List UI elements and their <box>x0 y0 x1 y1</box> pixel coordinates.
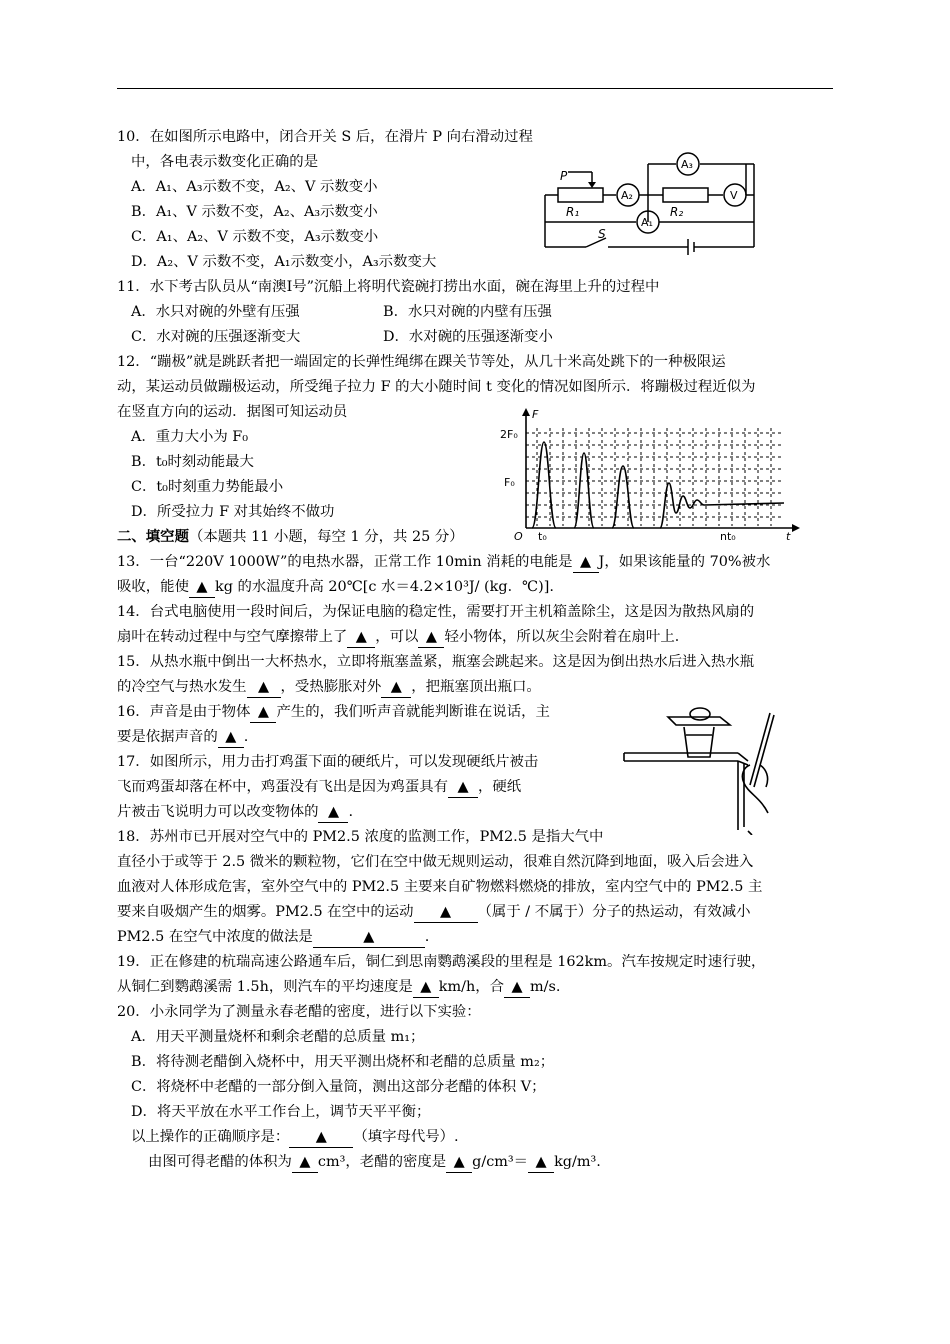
voltmeter-label: V <box>730 189 738 202</box>
q19-line-2 <box>117 977 561 998</box>
q18-text-a: 要来自吸烟产生的烟雾。PM2.5 在空中的运动 <box>117 904 414 920</box>
q14-text-a: 扇叶在转动过程中与空气摩擦带上了 <box>117 629 348 645</box>
q12-option-c: C．t₀时刻重力势能最小 <box>131 479 284 495</box>
answer-blank: ▲ <box>218 727 244 748</box>
answer-blank: ▲ <box>573 552 599 573</box>
q12-option-b: B．t₀时刻动能最大 <box>131 454 254 470</box>
q12-stem-2: 动，某运动员做蹦极运动，所受绳子拉力 F 的大小随时间 t 变化的情况如图所示．将蹦极过程近似为 <box>117 379 756 395</box>
q18-text-b: （属于 / 不属于）分子的热运动，有效减小 <box>477 904 751 920</box>
q14-text-c: 轻小物体，所以灰尘会附着在扇叶上． <box>444 629 690 645</box>
header-rule <box>117 88 833 89</box>
answer-blank: ▲ <box>289 1127 353 1148</box>
q17-text-d: . <box>348 804 354 820</box>
q20-text-a: 以上操作的正确顺序是： <box>131 1129 290 1145</box>
q17-text-b: ，硬纸 <box>478 779 522 795</box>
q18-line-4 <box>117 902 751 923</box>
q13-text-c: 吸收，能使 <box>117 579 189 595</box>
answer-blank: ▲ <box>381 677 411 698</box>
q16-line-1 <box>117 702 550 723</box>
graph-origin-label: O <box>514 530 523 540</box>
q18-line-3: 血液对人体形成危害，室外空气中的 PM2.5 主要来自矿物燃料燃烧的排放，室内空气中的 PM2.5 主 <box>117 879 763 895</box>
answer-blank: ▲ <box>418 627 444 648</box>
q19-line-1: 19．正在修建的杭瑞高速公路通车后，铜仁到思南鹦鹉溪段的里程是 162km。汽车按规定时速行驶， <box>117 954 766 970</box>
q15-text-c: ，把瓶塞顶出瓶口。 <box>411 679 541 695</box>
q18-line-1: 18．苏州市已开展对空气中的 PM2.5 浓度的监测工作，PM2.5 是指大气中 <box>117 829 604 845</box>
q20-step-a: A．用天平测量烧杯和剩余老醋的总质量 m₁； <box>131 1029 425 1045</box>
q14-line-1: 14．台式电脑使用一段时间后，为保证电脑的稳定性，需要打开主机箱盖除尘，这是因为散热风扇的 <box>117 604 755 620</box>
q14-line-2 <box>117 627 689 648</box>
answer-blank: ▲ <box>189 577 215 598</box>
egg-card-figure <box>620 705 780 835</box>
q17-text-c: 片被击飞说明力可以改变物体的 <box>117 804 319 820</box>
q17-line-2 <box>117 777 521 798</box>
q20-step-c: C．将烧杯中老醋的一部分倒入量筒，测出这部分老醋的体积 V； <box>131 1079 546 1095</box>
answer-blank: ▲ <box>528 1152 554 1173</box>
answer-blank: ▲ <box>504 977 530 998</box>
q20-text-c: 由图可得老醋的体积为 <box>148 1154 292 1170</box>
q19-text-c: m/s. <box>530 979 561 995</box>
answer-blank: ▲ <box>247 677 281 698</box>
q16-text-d: . <box>243 729 249 745</box>
r2-label: R₂ <box>670 205 684 219</box>
q10-option-a: A．A₁、A₃示数不变，A₂、V 示数变小 <box>131 179 378 195</box>
section-2-heading <box>117 527 464 547</box>
answer-blank: ▲ <box>446 1152 472 1173</box>
q10-option-c: C．A₁、A₂、V 示数不变，A₃示数变小 <box>131 229 379 245</box>
q10-stem: 10．在如图所示电路中，闭合开关 S 后，在滑片 P 向右滑动过程 <box>117 129 533 145</box>
q17-line-3 <box>117 802 353 823</box>
q15-text-a: 的冷空气与热水发生 <box>117 679 247 695</box>
answer-blank: ▲ <box>250 702 276 723</box>
q16-text-a: 16．声音是由于物体 <box>117 704 251 720</box>
q10-option-d: D．A₂、V 示数不变，A₁示数变小，A₃示数变大 <box>131 254 437 270</box>
q20-text-e: g/cm³＝ <box>472 1154 529 1170</box>
q20-text-d: cm³，老醋的密度是 <box>317 1154 447 1170</box>
graph-x-axis-label: t <box>786 530 791 540</box>
answer-blank: ▲ <box>347 627 375 648</box>
q20-text-b: （填字母代号）. <box>353 1129 459 1145</box>
q19-text-a: 从铜仁到鹦鹉溪需 1.5h，则汽车的平均速度是 <box>117 979 413 995</box>
q15-line-2 <box>117 677 541 698</box>
a1-label: A₁ <box>641 216 653 229</box>
q12-option-d: D．所受拉力 F 对其始终不做功 <box>131 504 335 520</box>
slider-label: P <box>560 169 568 183</box>
q19-text-b: km/h，合 <box>438 979 505 995</box>
answer-blank: ▲ <box>292 1152 318 1173</box>
q18-line-5 <box>117 927 429 948</box>
force-time-graph <box>484 408 802 540</box>
q13-text-b: J，如果该能量的 70%被水 <box>598 554 771 570</box>
answer-blank: ▲ <box>448 777 478 798</box>
answer-blank: ▲ <box>318 802 348 823</box>
q20-step-d: D．将天平放在水平工作台上，调节天平平衡； <box>131 1104 431 1120</box>
q20-stem: 20．小永同学为了测量永春老醋的密度，进行以下实验： <box>117 1004 481 1020</box>
graph-y-axis-label: F <box>532 408 539 421</box>
q18-text-d: . <box>424 929 430 945</box>
q20-text-f: kg/m³. <box>554 1154 601 1170</box>
q15-text-b: ，受热膨胀对外 <box>280 679 382 695</box>
q16-line-2 <box>117 727 248 748</box>
a2-label: A₂ <box>621 189 633 202</box>
q20-order-line <box>131 1127 459 1148</box>
answer-blank: ▲ <box>313 927 425 948</box>
circuit-diagram <box>538 150 776 255</box>
q11-option-d: D．水对碗的压强逐渐变小 <box>383 329 553 345</box>
switch-label: S <box>598 227 606 241</box>
section-2-note: （本题共 11 小题，每空 1 分，共 25 分） <box>188 529 464 545</box>
q13-line-2 <box>117 577 554 598</box>
q20-result-line <box>148 1152 601 1173</box>
q10-stem-cont: 中，各电表示数变化正确的是 <box>131 154 319 170</box>
graph-nt0-label: nt₀ <box>720 530 736 540</box>
answer-blank: ▲ <box>413 977 439 998</box>
q14-text-b: ，可以 <box>375 629 419 645</box>
q16-text-c: 要是依据声音的 <box>117 729 218 745</box>
r1-label: R₁ <box>566 205 580 219</box>
q16-text-b: 产生的，我们听声音就能判断谁在说话，主 <box>276 704 550 720</box>
graph-tick-f0: F₀ <box>504 476 515 489</box>
q15-line-1: 15．从热水瓶中倒出一大杯热水，立即将瓶塞盖紧，瓶塞会跳起来。这是因为倒出热水后进入热水瓶 <box>117 654 755 670</box>
q12-option-a: A．重力大小为 F₀ <box>131 429 249 445</box>
q11-option-b: B．水只对碗的内壁有压强 <box>383 304 552 320</box>
q10-option-b: B．A₁、V 示数不变，A₂、A₃示数变小 <box>131 204 378 220</box>
q11-option-c: C．水对碗的压强逐渐变大 <box>131 329 301 345</box>
q13-text-d: kg 的水温度升高 20℃[c 水＝4.2×10³J/ (kg．℃)]. <box>214 579 554 595</box>
graph-t0-label: t₀ <box>538 530 547 540</box>
q11-option-a: A．水只对碗的外壁有压强 <box>131 304 300 320</box>
q20-step-b: B．将待测老醋倒入烧杯中，用天平测出烧杯和老醋的总质量 m₂； <box>131 1054 555 1070</box>
q12-stem-3: 在竖直方向的运动．据图可知运动员 <box>117 404 348 420</box>
q11-stem: 11．水下考古队员从“南澳Ⅰ号”沉船上将明代瓷碗打捞出水面，碗在海里上升的过程中 <box>117 279 660 295</box>
q17-line-1: 17．如图所示，用力击打鸡蛋下面的硬纸片，可以发现硬纸片被击 <box>117 754 539 770</box>
q18-line-2: 直径小于或等于 2.5 微米的颗粒物，它们在空中做无规则运动，很难自然沉降到地面，吸入后会进入 <box>117 854 754 870</box>
q13-text-a: 13．一台“220V 1000W”的电热水器，正常工作 10min 消耗的电能是 <box>117 554 573 570</box>
q13-line-1 <box>117 552 770 573</box>
q17-text-a: 飞而鸡蛋却落在杯中，鸡蛋没有飞出是因为鸡蛋具有 <box>117 779 448 795</box>
q18-text-c: PM2.5 在空气中浓度的做法是 <box>117 929 313 945</box>
q12-stem-1: 12．“蹦极”就是跳跃者把一端固定的长弹性绳绑在踝关节等处，从几十米高处跳下的一种极限运 <box>117 354 726 370</box>
graph-tick-2f0: 2F₀ <box>500 428 518 441</box>
section-2-title: 二、填空题 <box>117 528 189 545</box>
a3-label: A₃ <box>681 158 693 171</box>
answer-blank: ▲ <box>414 902 478 923</box>
